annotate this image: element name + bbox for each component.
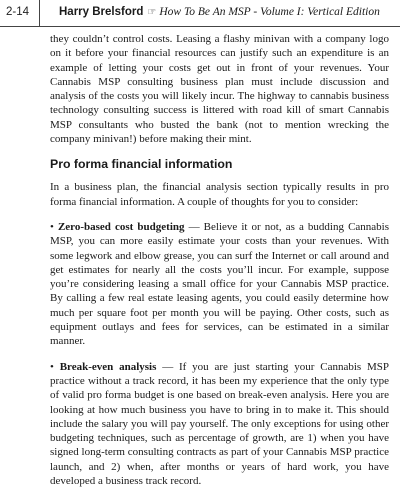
hand-pointing-icon: ☞ [147,7,157,18]
running-header [0,0,400,26]
bullet-zero-based-budgeting [50,220,389,349]
bullet-marker: • [50,360,54,373]
author-name: Harry Brelsford [59,6,144,18]
bullet-text: — Believe it or not, as a budding Cannabis MSP, you can more easily estimate your costs than your revenues. With some legwork and elbow grease, you can surf the Internet or call around and get estimates for nearly all the costs you’ll incur. For example, suppose you’re considering leasing a small office for your Cannabis MSP practice. By calling a few real estate leasing agents, you could easily determine how much per square foot per month you will be paying. Other costs, such as equipment outlays and fees for services, can be estimated in a similar manner. [50,220,390,348]
header-vertical-rule [39,0,40,27]
paragraph-continuation: they couldn’t control costs. Leasing a flashy minivan with a company logo on it before your financial resources can justify such an expenditure is an example of letting your costs get out in front of your revenues. Your Cannabis MSP consulting business plan must include discussion and analysis of the costs you will likely incur. The highway to cannabis business technology consulting success is littered with road kill of smart Cannabis MSP consultants who busted the bank (not to mention wrecking the company minivan!) before making their mint. [50,33,389,146]
bullet-lead: Zero-based cost budgeting [57,220,185,233]
bullet-text: — If you are just starting your Cannabis MSP practice without a track record, it has been my experience that the only type of valid pro forma budget is one based on break-even analysis. Here you are looking at how much business you have to bring in to make it. This should include the salary you will pay yourself. The only exceptions for using other budgeting techniques, such as percentage of growth, are 1) when you have signed long-term consulting contracts as part of your Cannabis MSP practice launch, and 2) when, after months or years of hard work, you have developed a business track record. [50,360,390,488]
book-title: How To Be An MSP - Volume I: Vertical Edition [159,6,380,18]
section-heading: Pro forma financial information [50,157,233,172]
paragraph-intro: In a business plan, the financial analysis section typically results in pro forma financial information. A couple of thoughts for you to consider: [50,181,389,208]
body-text [50,32,389,488]
bullet-lead: Break-even analysis [59,360,157,373]
page-number: 2-14 [6,6,30,18]
bullet-marker: • [50,220,54,233]
header-rule [0,26,400,27]
running-title [59,6,380,18]
bullet-break-even-analysis [50,360,389,488]
